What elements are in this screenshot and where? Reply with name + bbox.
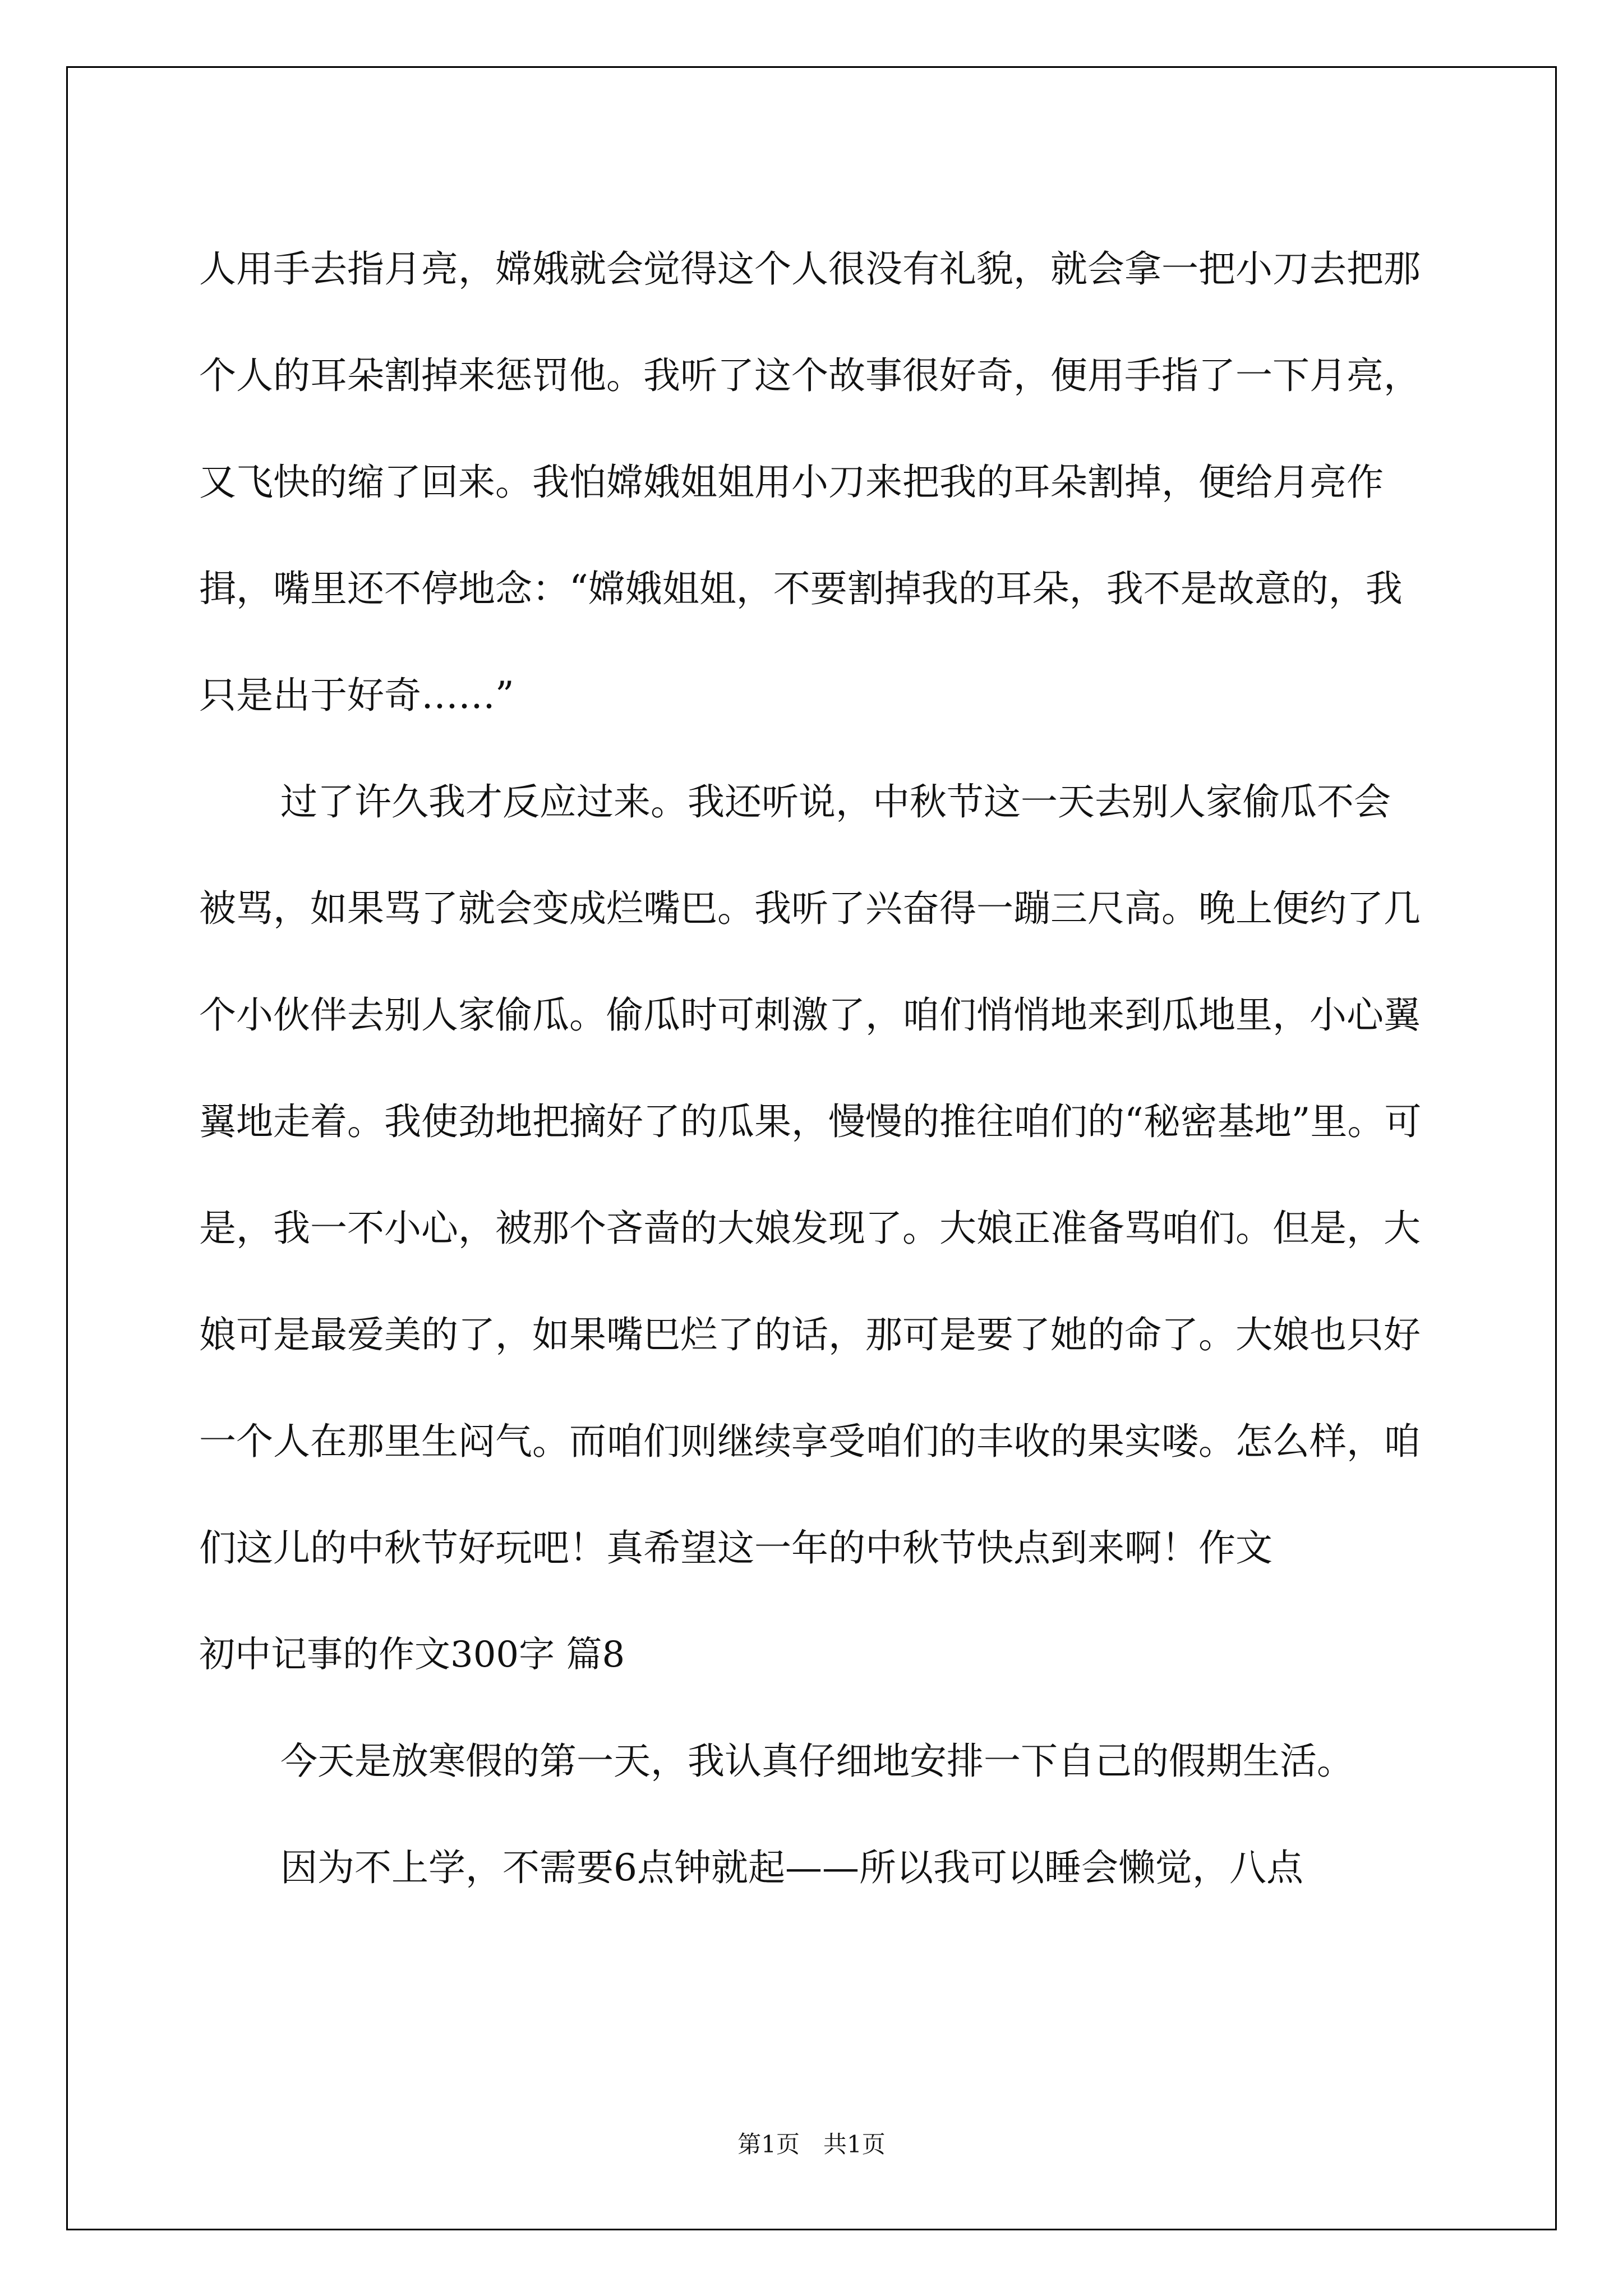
paragraph-3: 今天是放寒假的第一天，我认真仔细地安排一下自己的假期生活。 — [280, 1740, 1354, 1783]
section-heading: 初中记事的作文300字 篇8 — [199, 1634, 625, 1676]
paragraph-1: 人用手去指月亮，嫦娥就会觉得这个人很没有礼貌，就会拿一把小刀去把那个人的耳朵割掉来惩罚他。我听了这个故事很好奇，便用手指了一下月亮，又飞快的缩了回来。我怕嫦娥姐姐用小刀来把我的耳朵割掉，便给月亮作揖，嘴里还不停地念：“嫦娥姐姐，不要割掉我的耳朵，我不是故意的，我只是出于好奇……” — [199, 247, 1421, 717]
page-number-footer: 第1页 共1页 — [737, 2131, 886, 2158]
paragraph-2: 过了许久我才反应过来。我还听说，中秋节这一天去别人家偷瓜不会被骂，如果骂了就会变成烂嘴巴。我听了兴奋得一蹦三尺高。晚上便约了几个小伙伴去别人家偷瓜。偷瓜时可刺激了，咱们悄悄地来到瓜地里，小心翼翼地走着。我使劲地把摘好了的瓜果，慢慢的推往咱们的“秘密基地”里。可是，我一不小心，被那个吝啬的大娘发现了。大娘正准备骂咱们。但是，大娘可是最爱美的了，如果嘴巴烂了的话，那可是要了她的命了。大娘也只好一个人在那里生闷气。而咱们则继续享受咱们的丰收的果实喽。怎么样，咱们这儿的中秋节好玩吧！真希望这一年的中秋节快点到来啊！作文 — [199, 780, 1422, 1570]
paragraph-4: 因为不上学，不需要6点钟就起——所以我可以睡会懒觉，八点 — [280, 1846, 1303, 1889]
document-body — [199, 216, 1427, 1921]
